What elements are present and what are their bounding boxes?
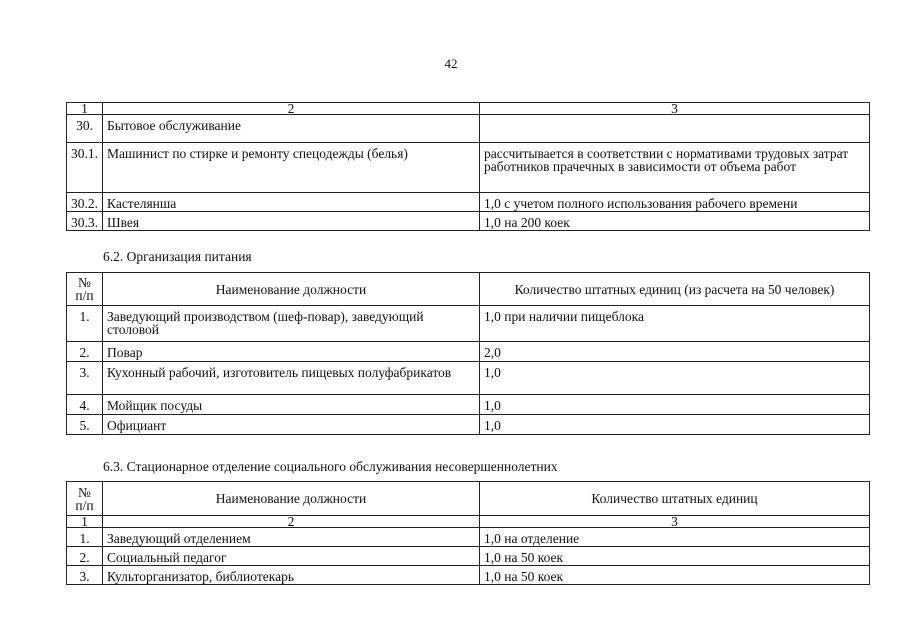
- row-number: 3.: [67, 362, 103, 395]
- column-index: 2: [103, 516, 480, 528]
- staff-count: 1,0 на отделение: [480, 528, 870, 547]
- section-title-catering: 6.2. Организация питания: [103, 249, 252, 264]
- row-number: 1.: [67, 528, 103, 547]
- row-number: 1.: [67, 306, 103, 342]
- header-staff-count: Количество штатных единиц: [480, 482, 870, 516]
- position-name: Кухонный рабочий, изготовитель пищевых полуфабрикатов: [103, 362, 480, 395]
- table-row: [67, 306, 870, 342]
- position-name: Заведующий производством (шеф-повар), заведующий столовой: [103, 306, 480, 342]
- position-name: Официант: [103, 415, 480, 435]
- staff-count: 1,0: [480, 362, 870, 395]
- header-position: Наименование должности: [103, 482, 480, 516]
- staff-count: 1,0 с учетом полного использования рабочего времени: [480, 193, 870, 212]
- position-name: Заведующий отделением: [103, 528, 480, 547]
- table-row: [67, 212, 870, 231]
- column-index: 1: [67, 103, 103, 115]
- row-number: 4.: [67, 395, 103, 415]
- table-row: [67, 415, 870, 435]
- table-row: [67, 193, 870, 212]
- row-number: 30.: [67, 115, 103, 143]
- row-number: 5.: [67, 415, 103, 435]
- table-row: [67, 528, 870, 547]
- row-number: 30.1.: [67, 143, 103, 193]
- staff-count: 2,0: [480, 342, 870, 362]
- staff-count: [480, 115, 870, 143]
- position-name: Кастелянша: [103, 193, 480, 212]
- column-index: 2: [103, 103, 480, 115]
- staff-count: 1,0: [480, 395, 870, 415]
- position-name: Машинист по стирке и ремонту спецодежды (белья): [103, 143, 480, 193]
- row-number: 30.2.: [67, 193, 103, 212]
- staff-count: рассчитывается в соответствии с нормативами трудовых затрат работников прачечных в зависимости от объема работ: [480, 143, 870, 193]
- table-row: [67, 115, 870, 143]
- row-number: 2.: [67, 342, 103, 362]
- table-row: [67, 566, 870, 585]
- staff-count: 1,0 на 200 коек: [480, 212, 870, 231]
- position-name: Повар: [103, 342, 480, 362]
- header-position: Наименование должности: [103, 273, 480, 306]
- table-header-row: [67, 273, 870, 306]
- staffing-table-household: [66, 102, 870, 231]
- staffing-table-catering: [66, 272, 870, 435]
- position-name: Бытовое обслуживание: [103, 115, 480, 143]
- header-number: № п/п: [67, 273, 103, 306]
- staff-count: 1,0 при наличии пищеблока: [480, 306, 870, 342]
- position-name: Культорганизатор, библиотекарь: [103, 566, 480, 585]
- column-index: 3: [480, 103, 870, 115]
- staff-count: 1,0: [480, 415, 870, 435]
- section-title-minors-department: 6.3. Стационарное отделение социального обслуживания несовершеннолетних: [103, 459, 558, 474]
- staff-count: 1,0 на 50 коек: [480, 566, 870, 585]
- position-name: Мойщик посуды: [103, 395, 480, 415]
- table-row: [67, 395, 870, 415]
- row-number: 30.3.: [67, 212, 103, 231]
- header-number: № п/п: [67, 482, 103, 516]
- row-number: 2.: [67, 547, 103, 566]
- table-row: [67, 547, 870, 566]
- header-staff-count: Количество штатных единиц (из расчета на 50 человек): [480, 273, 870, 306]
- table-row: [67, 342, 870, 362]
- column-index: 1: [67, 516, 103, 528]
- staff-count: 1,0 на 50 коек: [480, 547, 870, 566]
- table-row: [67, 143, 870, 193]
- column-index: 3: [480, 516, 870, 528]
- page-number: 42: [444, 56, 458, 71]
- column-index-row: [67, 516, 870, 528]
- column-index-row: [67, 103, 870, 115]
- row-number: 3.: [67, 566, 103, 585]
- table-row: [67, 362, 870, 395]
- position-name: Социальный педагог: [103, 547, 480, 566]
- table-header-row: [67, 482, 870, 516]
- position-name: Швея: [103, 212, 480, 231]
- staffing-table-minors-department: [66, 481, 870, 585]
